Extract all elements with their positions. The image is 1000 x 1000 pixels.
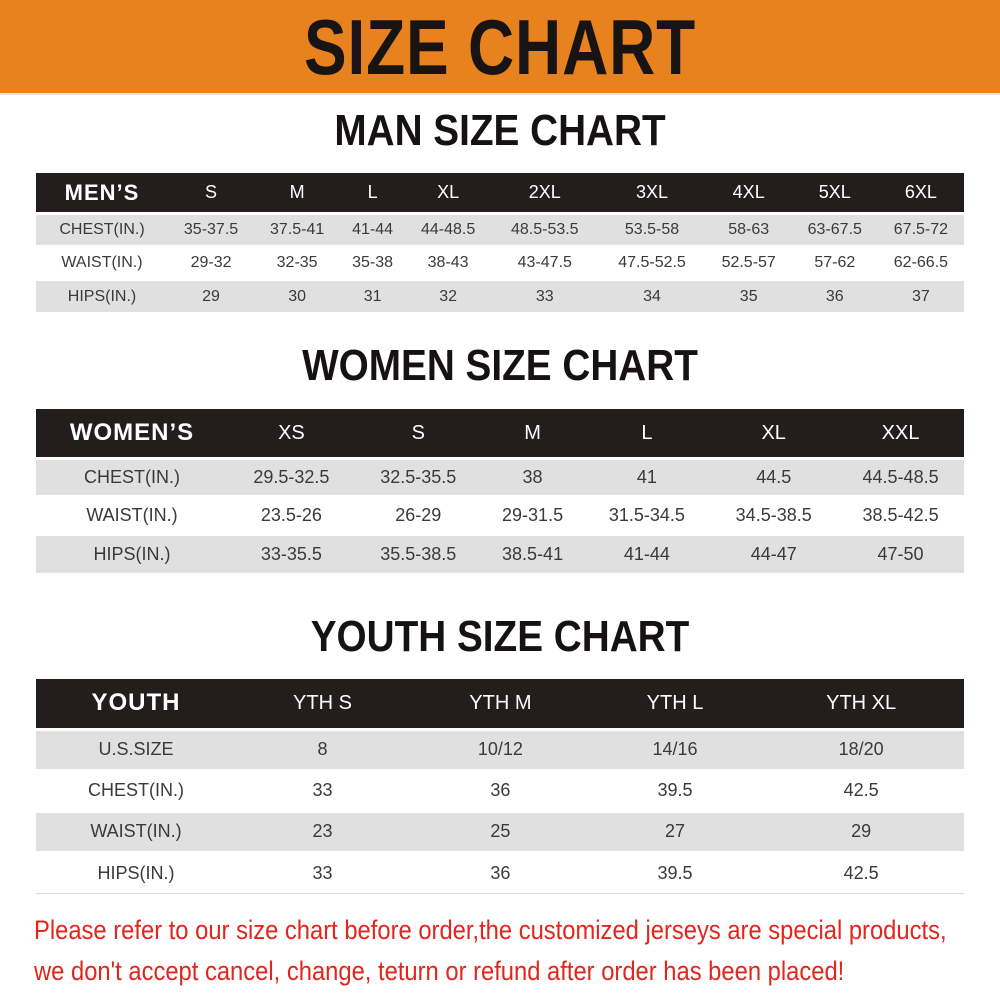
measurement-value: 32-35	[276, 253, 318, 271]
measurement-value: 57-62	[814, 253, 856, 271]
size-column-header: 6XL	[904, 182, 937, 203]
measurement-value: 47-50	[877, 544, 924, 565]
measurement-row	[36, 497, 964, 535]
youth-table-title-cell: YOUTH	[91, 689, 181, 717]
measurement-row	[36, 535, 964, 573]
measurement-value: 29	[202, 287, 220, 305]
measurement-label: WAIST(IN.)	[86, 505, 178, 526]
measurement-value: 36	[490, 780, 511, 801]
measurement-value: 29-32	[190, 253, 232, 271]
size-column-header: M	[289, 182, 305, 203]
size-column-header: YTH XL	[826, 691, 897, 714]
measurement-value: 8	[317, 739, 328, 760]
men-section-heading: MAN SIZE CHART	[334, 106, 666, 155]
disclaimer	[0, 910, 1000, 992]
measurement-row	[36, 729, 964, 770]
measurement-label: WAIST(IN.)	[61, 253, 143, 271]
measurement-value: 35-38	[352, 253, 394, 271]
women-size-table	[36, 409, 964, 573]
size-column-header: 2XL	[528, 182, 561, 203]
size-column-header: XXL	[881, 421, 920, 444]
measurement-value: 41	[636, 467, 657, 488]
measurement-value: 39.5	[657, 780, 693, 801]
size-column-header: L	[641, 421, 653, 444]
measurement-value: 25	[490, 821, 511, 842]
measurement-value: 38	[522, 467, 543, 488]
measurement-value: 34.5-38.5	[735, 505, 812, 526]
measurement-label: CHEST(IN.)	[88, 780, 184, 801]
measurement-row	[36, 811, 964, 852]
measurement-value: 63-67.5	[807, 220, 862, 238]
measurement-value: 38-43	[427, 253, 469, 271]
measurement-value: 36	[490, 862, 511, 883]
measurement-value: 10/12	[477, 739, 523, 760]
measurement-value: 32.5-35.5	[380, 467, 457, 488]
disclaimer-line-2: we don't accept cancel, change, teturn or refund after order has been placed!	[34, 955, 845, 986]
size-column-header: YTH M	[469, 691, 532, 714]
measurement-value: 27	[665, 821, 686, 842]
measurement-label: WAIST(IN.)	[90, 821, 182, 842]
youth-size-table	[36, 679, 964, 894]
measurement-row	[36, 246, 964, 279]
measurement-value: 26-29	[395, 505, 442, 526]
measurement-value: 31	[363, 287, 382, 305]
size-column-header: XS	[278, 421, 305, 444]
measurement-value: 38.5-42.5	[862, 505, 939, 526]
measurement-value: 41-44	[352, 220, 394, 238]
measurement-value: 14/16	[652, 739, 698, 760]
size-column-header: S	[411, 421, 425, 444]
men-table-header-row	[36, 173, 964, 213]
size-column-header: 3XL	[636, 182, 669, 203]
measurement-row	[36, 213, 964, 246]
measurement-value: 67.5-72	[893, 220, 949, 238]
size-column-header: XL	[437, 182, 460, 203]
measurement-value: 43-47.5	[517, 253, 572, 271]
measurement-row	[36, 852, 964, 893]
measurement-label: CHEST(IN.)	[84, 467, 180, 488]
women-size-chart-section	[0, 342, 1000, 572]
measurement-value: 35.5-38.5	[380, 544, 457, 565]
men-size-chart-section	[0, 107, 1000, 312]
measurement-value: 52.5-57	[721, 253, 776, 271]
measurement-value: 33	[312, 862, 333, 883]
men-size-table	[36, 173, 964, 312]
measurement-value: 32	[439, 287, 458, 305]
measurement-value: 34	[643, 287, 661, 305]
size-chart-banner	[0, 0, 1000, 95]
youth-section-heading: YOUTH SIZE CHART	[310, 611, 690, 661]
measurement-value: 23.5-26	[260, 505, 322, 526]
measurement-value: 18/20	[838, 739, 884, 760]
measurement-label: U.S.SIZE	[98, 739, 174, 760]
women-table-title-cell: WOMEN’S	[69, 419, 195, 447]
measurement-value: 29-31.5	[502, 505, 564, 526]
measurement-value: 47.5-52.5	[618, 253, 686, 271]
women-table-header-row	[36, 409, 964, 459]
measurement-value: 38.5-41	[502, 544, 564, 565]
measurement-value: 33-35.5	[260, 544, 322, 565]
measurement-value: 58-63	[728, 220, 770, 238]
size-column-header: YTH L	[646, 691, 704, 714]
measurement-value: 29	[851, 821, 872, 842]
size-column-header: 4XL	[732, 182, 765, 203]
measurement-value: 42.5	[843, 862, 879, 883]
measurement-value: 35-37.5	[183, 220, 239, 238]
measurement-value: 36	[825, 287, 844, 305]
measurement-value: 31.5-34.5	[608, 505, 685, 526]
measurement-row	[36, 459, 964, 497]
measurement-value: 29.5-32.5	[253, 467, 330, 488]
measurement-value: 62-66.5	[893, 253, 949, 271]
measurement-value: 23	[312, 821, 333, 842]
men-table-title-cell: MEN’S	[64, 179, 140, 205]
measurement-label: HIPS(IN.)	[67, 287, 137, 305]
measurement-value: 42.5	[843, 780, 879, 801]
measurement-value: 30	[288, 287, 307, 305]
youth-table-header-row	[36, 679, 964, 729]
measurement-value: 44-47	[750, 544, 797, 565]
measurement-value: 53.5-58	[624, 220, 680, 238]
measurement-value: 44.5-48.5	[862, 467, 939, 488]
measurement-row	[36, 279, 964, 312]
size-column-header: M	[524, 421, 541, 444]
measurement-label: HIPS(IN.)	[97, 862, 175, 883]
measurement-value: 37	[912, 287, 930, 305]
measurement-value: 35	[739, 287, 758, 305]
measurement-row	[36, 770, 964, 811]
measurement-value: 48.5-53.5	[510, 220, 579, 238]
measurement-label: CHEST(IN.)	[59, 220, 145, 238]
size-column-header: YTH S	[293, 691, 352, 714]
measurement-value: 39.5	[657, 862, 693, 883]
women-section-heading: WOMEN SIZE CHART	[302, 341, 698, 391]
disclaimer-line-1: Please refer to our size chart before order,the customized jerseys are special products,	[34, 914, 947, 945]
page-title: SIZE CHART	[304, 2, 696, 91]
measurement-value: 33	[535, 287, 554, 305]
measurement-value: 33	[312, 780, 333, 801]
measurement-label: HIPS(IN.)	[93, 544, 171, 565]
size-column-header: S	[205, 182, 218, 203]
youth-size-chart-section	[0, 613, 1000, 894]
measurement-value: 41-44	[623, 544, 670, 565]
size-column-header: L	[367, 182, 378, 203]
measurement-value: 44.5	[756, 467, 792, 488]
measurement-value: 37.5-41	[269, 220, 325, 238]
size-column-header: XL	[761, 421, 786, 444]
size-column-header: 5XL	[818, 182, 851, 203]
measurement-value: 44-48.5	[420, 220, 476, 238]
